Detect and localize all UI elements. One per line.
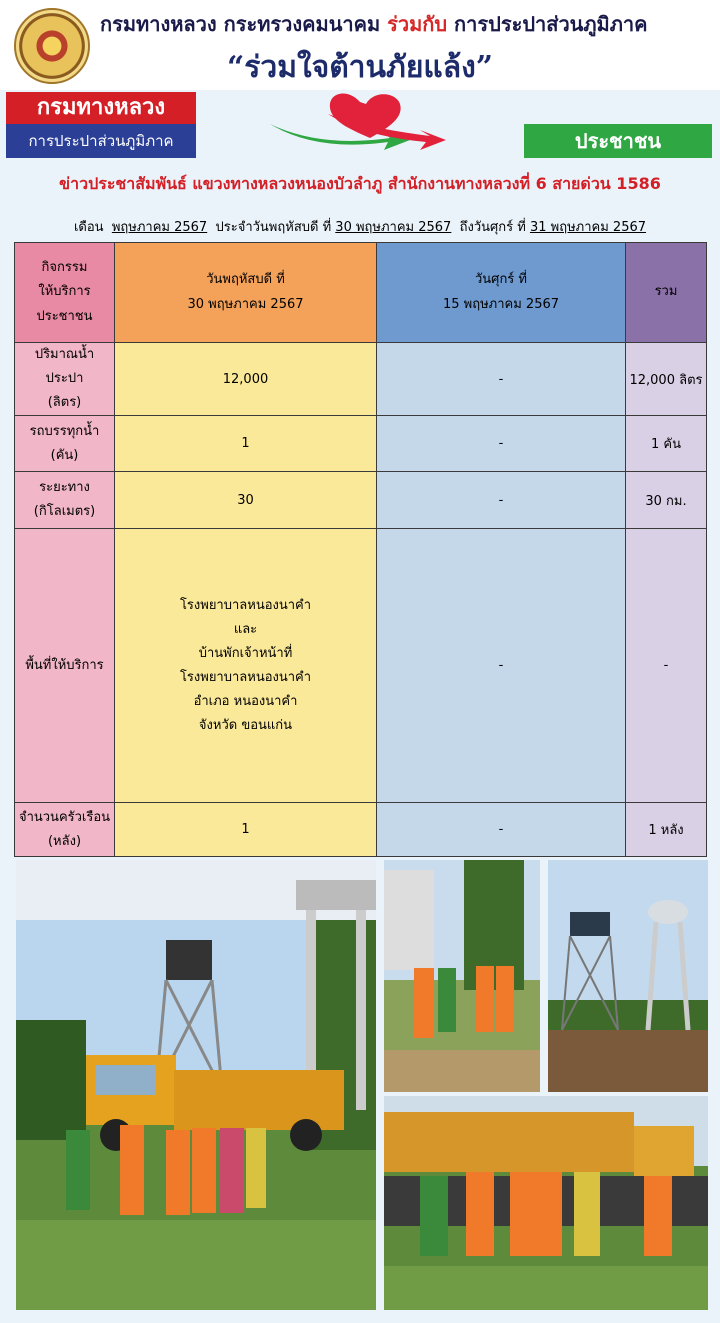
row-total: 30 กม. (626, 472, 707, 529)
row-total: 12,000 ลิตร (626, 343, 707, 416)
row-day1: โรงพยาบาลหนองนาคำ และ บ้านพักเจ้าหน้าที่ โรงพยาบาลหนองนาคำ อำเภอ หนองนาคำ จังหวัด ขอนแก่น (115, 529, 377, 803)
row-day2: - (377, 472, 626, 529)
table-row (15, 803, 707, 857)
header-activity: กิจกรรม ให้บริการ ประชาชน (15, 243, 115, 343)
badge-public: ประชาชน (524, 124, 712, 158)
table-row (15, 472, 707, 529)
table-row (15, 416, 707, 472)
row-label: ระยะทาง (กิโลเมตร) (15, 472, 115, 529)
photo-water-towers (548, 860, 708, 1092)
row-day1: 12,000 (115, 343, 377, 416)
header-day1: วันพฤหัสบดี ที่ 30 พฤษภาคม 2567 (115, 243, 377, 343)
row-day2: - (377, 803, 626, 857)
date-range: เดือน พฤษภาคม 2567 ประจำวันพฤหัสบดี ที่ 30 พฤษภาคม 2567 ถึงวันศุกร์ ที่ 31 พฤษภาคม 2567 (73, 220, 647, 235)
badge-waterworks: การประปาส่วนภูมิภาค (6, 124, 196, 158)
header-day2: วันศุกร์ ที่ 15 พฤษภาคม 2567 (377, 243, 626, 343)
row-label: พื้นที่ให้บริการ (15, 529, 115, 803)
row-day2: - (377, 416, 626, 472)
table-row (15, 529, 707, 803)
photo-staff-group (384, 860, 540, 1092)
news-title: ข่าวประชาสัมพันธ์ แขวงทางหลวงหนองบัวลำภู สำนักงานทางหลวงที่ 6 สายด่วน 1586 (59, 174, 661, 193)
table-header-row (15, 243, 707, 343)
table-row (15, 343, 707, 416)
row-label: ปริมาณน้ำประปา (ลิตร) (15, 343, 115, 416)
photo-truck-water-tower (16, 860, 376, 1310)
row-total: 1 คัน (626, 416, 707, 472)
row-label: จำนวนครัวเรือน (หลัง) (15, 803, 115, 857)
row-day1: 1 (115, 416, 377, 472)
badge-highways: กรมทางหลวง (6, 92, 196, 124)
header-agencies: กรมทางหลวง กระทรวงคมนาคม ร่วมกับ การประปาส่วนภูมิภาค (100, 12, 648, 36)
row-day1: 1 (115, 803, 377, 857)
row-day2: - (377, 529, 626, 803)
row-day2: - (377, 343, 626, 416)
campaign-slogan: “ร่วมใจต้านภัยแล้ง” (226, 50, 494, 85)
heart-arrow-icon (270, 88, 450, 154)
photo-staff-by-truck (384, 1096, 708, 1310)
row-day1: 30 (115, 472, 377, 529)
row-total: - (626, 529, 707, 803)
row-label: รถบรรทุกน้ำ (คัน) (15, 416, 115, 472)
service-table (14, 242, 707, 857)
header-total: รวม (626, 243, 707, 343)
row-total: 1 หลัง (626, 803, 707, 857)
